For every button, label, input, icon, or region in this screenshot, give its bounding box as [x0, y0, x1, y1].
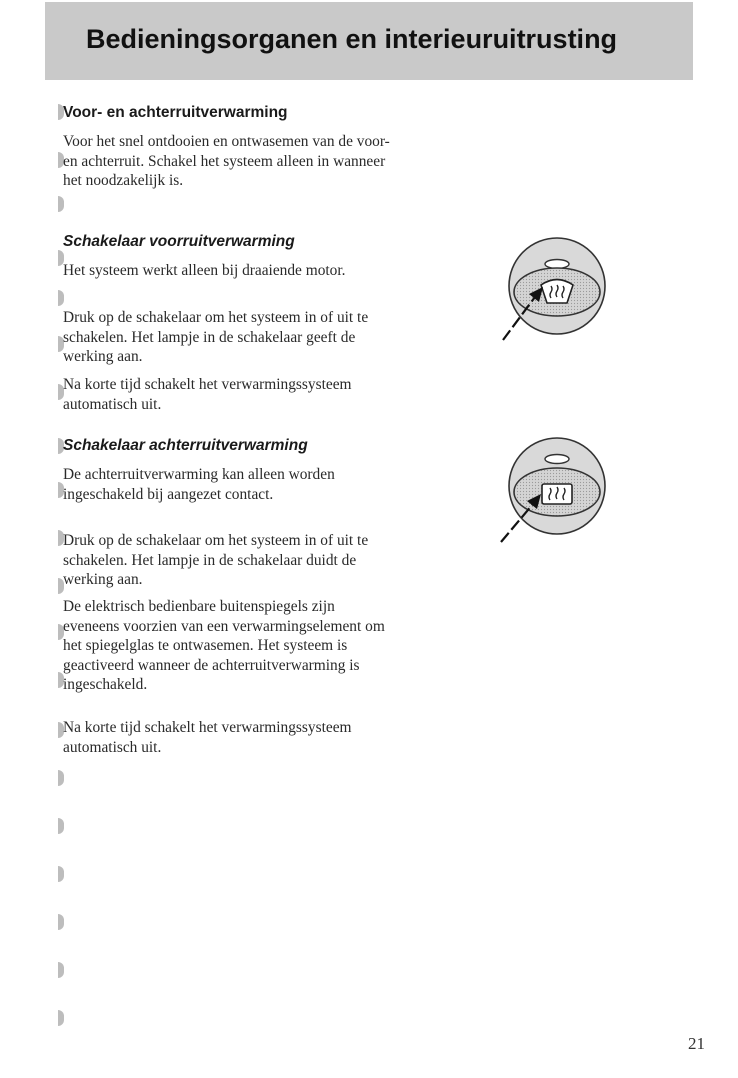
page-number: 21 — [688, 1034, 705, 1053]
section-heading-front-switch: Schakelaar voorruitverwarming — [63, 233, 295, 250]
section-heading-defrost: Voor- en achterruitverwarming — [63, 104, 288, 121]
rear-defrost-switch-illustration — [495, 436, 615, 546]
rear-window-defrost-icon — [542, 484, 572, 504]
margin-tab — [58, 818, 64, 834]
margin-tab — [58, 290, 64, 306]
paragraph: Na korte tijd schakelt het verwarmingssysteem automatisch uit. — [63, 376, 352, 413]
margin-tab — [58, 914, 64, 930]
margin-tab — [58, 196, 64, 212]
margin-tab — [58, 770, 64, 786]
paragraph: Druk op de schakelaar om het systeem in of uit te schakelen. Het lampje in de schakelaar duidt de werking aan. — [63, 532, 369, 588]
paragraph: Druk op de schakelaar om het systeem in of uit te schakelen. Het lampje in de schakelaar geeft de werking aan. — [63, 309, 369, 365]
paragraph: Voor het snel ontdooien en ontwasemen van de voor- en achterruit. Schakel het systeem alleen in wanneer het noodzakelijk is. — [63, 133, 390, 189]
indicator-lamp — [545, 455, 569, 464]
front-defrost-switch-illustration — [495, 236, 615, 346]
page-title: Bedieningsorganen en interieuruitrusting — [86, 24, 618, 54]
margin-tab — [58, 962, 64, 978]
indicator-lamp — [545, 260, 569, 269]
windshield-defrost-icon — [541, 280, 573, 304]
paragraph: Het systeem werkt alleen bij draaiende motor. — [63, 262, 346, 279]
paragraph: Na korte tijd schakelt het verwarmingssysteem automatisch uit. — [63, 719, 352, 756]
margin-tab — [58, 866, 64, 882]
paragraph: De achterruitverwarming kan alleen worden ingeschakeld bij aangezet contact. — [63, 466, 335, 503]
margin-tab — [58, 1010, 64, 1026]
section-heading-rear-switch: Schakelaar achterruitverwarming — [63, 437, 308, 454]
paragraph: De elektrisch bedienbare buitenspiegels zijn eveneens voorzien van een verwarmingselement om het spiegelglas te ontwasemen. Het systeem is geactiveerd wanneer de achterruitverwarming is ingeschakeld. — [63, 598, 385, 693]
